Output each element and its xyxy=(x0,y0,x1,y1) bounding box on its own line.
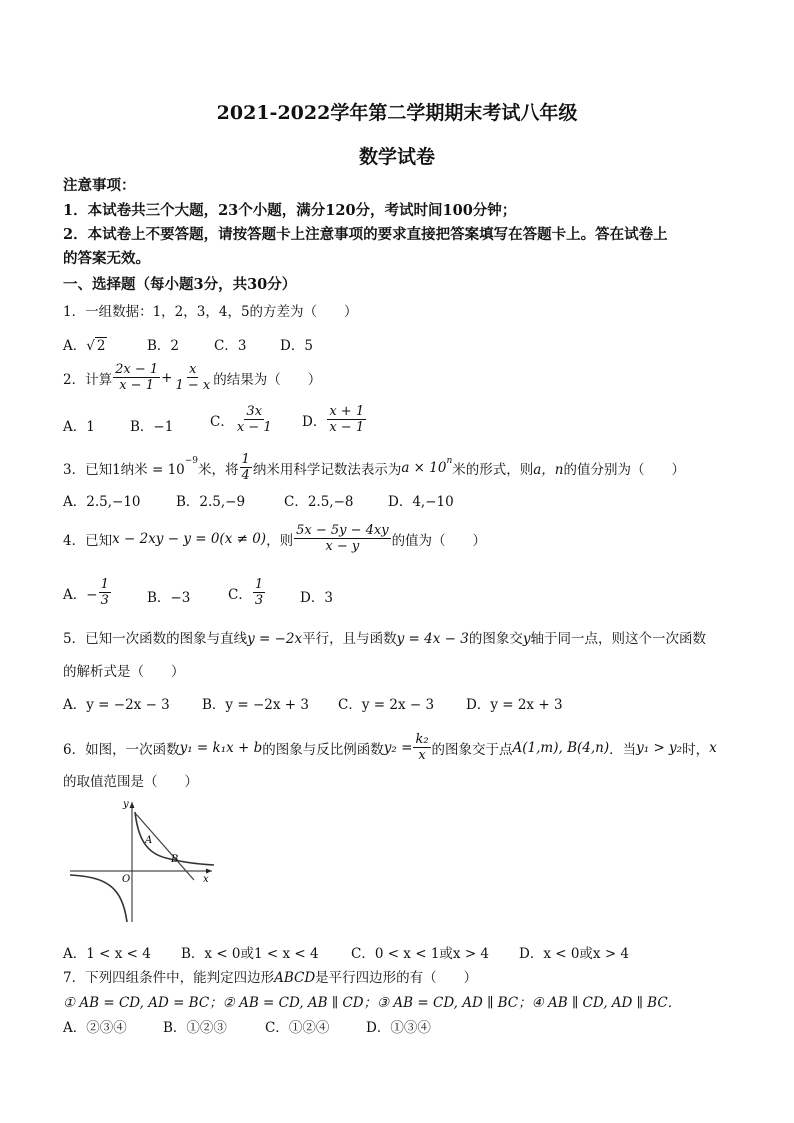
q5-option-b: B．y = −2x + 3 xyxy=(202,697,309,713)
origin-label: O xyxy=(122,874,131,885)
q4-option-a: A．− $\frac{1}{3}$ xyxy=(63,577,109,608)
q6-option-c: C．0 < x < 1或x > 4 xyxy=(351,946,490,962)
q6-option-d: D．x < 0或x > 4 xyxy=(519,946,630,962)
q1-option-d: D．5 xyxy=(280,338,313,354)
q5-option-a: A．y = −2x − 3 xyxy=(63,697,170,713)
point-b-label: B xyxy=(171,854,179,865)
exam-title: 2021-2022学年第二学期期末考试八年级 xyxy=(216,102,578,124)
q1-option-a-label: A． xyxy=(63,338,87,354)
q1-option-c: C．3 xyxy=(214,338,247,354)
q1-option-a: A．√ 2 xyxy=(63,338,106,354)
q2-fraction-2: $\frac{x}{1 - x}$ xyxy=(175,362,211,393)
q2-fraction-1: $\frac{2x - 1}{x - 1}$ xyxy=(115,362,159,393)
linear-function-line xyxy=(136,814,194,880)
section-heading: 一、选择题（每小题3分，共30分） xyxy=(63,276,297,293)
q2-prefix: 2．计算 xyxy=(63,371,113,388)
q5-option-d: D．y = 2x + 3 xyxy=(466,697,563,713)
notice-item-2-line-1: 2．本试卷上不要答题，请按答题卡上注意事项的要求直接把答案填写在答题卡上。答在试卷上 xyxy=(63,226,668,243)
q2-option-a: A．1 xyxy=(63,419,95,435)
q4-option-d: D．3 xyxy=(300,590,333,606)
q2-option-b: B．−1 xyxy=(130,419,174,435)
notice-item-2-line-2: 的答案无效。 xyxy=(63,250,150,267)
reciprocal-curve-left xyxy=(70,875,127,922)
q4-option-c: C． $\frac{1}{3}$ xyxy=(228,577,264,608)
q2-suffix: 的结果为（ ） xyxy=(213,371,322,388)
q1-option-b: B．2 xyxy=(147,338,180,354)
q6-option-b: B．x < 0或1 < x < 4 xyxy=(181,946,319,962)
q5-option-c: C．y = 2x − 3 xyxy=(338,697,435,713)
q4-option-b: B．−3 xyxy=(147,590,191,606)
q7-option-d: D．①③④ xyxy=(366,1020,431,1036)
exam-subtitle: 数学试卷 xyxy=(358,146,435,168)
q6-function-graph xyxy=(66,798,216,926)
q3-option-d: D．4,−10 xyxy=(388,494,454,510)
q7-option-b: B．①②③ xyxy=(163,1020,227,1036)
q3-stem: 3．已知1纳米 = 10 $^{-9}$ 米，将 $\frac{1}{4}$ 纳米用科学记数法表示为 a × 10 $^n$ 米的形式，则 a，n 的值分别为（ ） xyxy=(63,452,685,483)
q1-stem: 1．一组数据：1，2，3，4，5的方差为（ ） xyxy=(63,304,358,320)
q6-stem-line-2: 的取值范围是（ ） xyxy=(63,774,198,790)
q1-option-a-value: 2 xyxy=(96,338,106,354)
q3-option-a: A．2.5,−10 xyxy=(63,494,141,510)
q2-option-d: D． $\frac{x + 1}{x - 1}$ xyxy=(302,404,365,435)
q5-stem-line-2: 的解析式是（ ） xyxy=(63,664,185,680)
q4-stem: 4．已知 x − 2xy − y = 0(x ≠ 0) ，则 $\frac{5x - 5y - 4xy}{x - y}$ 的值为（ ） xyxy=(63,523,487,554)
q6-option-a: A．1 < x < 4 xyxy=(63,946,151,962)
x-axis-label: x xyxy=(203,874,209,885)
y-axis-label: y xyxy=(123,799,129,810)
q3-option-c: C．2.5,−8 xyxy=(284,494,354,510)
q7-option-a: A．②③④ xyxy=(63,1020,127,1036)
q6-stem-line-1: 6．如图，一次函数 y₁ = k₁x + b 的图象与反比例函数 y₂ = $\frac{\text{k₂}}{x}$ 的图象交于点 A(1,m), B(4,n) ．当 y₁ > y₂ 时， x xyxy=(63,732,717,763)
q2-stem: 2．计算 $\frac{2x - 1}{x - 1}$ + $\frac{x}{1 - x}$ 的结果为（ ） xyxy=(63,362,322,393)
q7-conditions: ① AB = CD, AD = BC；② AB = CD, AB ∥ CD；③ AB = CD, AD ∥ BC；④ AB ∥ CD, AD ∥ BC． xyxy=(63,995,682,1011)
notice-item-1: 1．本试卷共三个大题，23个小题，满分120分，考试时间100分钟； xyxy=(63,202,517,219)
notice-heading: 注意事项： xyxy=(63,177,136,194)
q5-stem-line-1: 5．已知一次函数的图象与直线y = −2x平行，且与函数y = 4x − 3的图象交y轴于同一点，则这个一次函数 xyxy=(63,631,706,647)
q2-option-c: C． $\frac{3x}{x - 1}$ xyxy=(210,404,272,435)
q3-option-b: B．2.5,−9 xyxy=(176,494,246,510)
q7-stem: 7．下列四组条件中，能判定四边形ABCD是平行四边形的有（ ） xyxy=(63,970,478,986)
point-a-label: A xyxy=(145,835,153,846)
q7-option-c: C．①②④ xyxy=(265,1020,330,1036)
